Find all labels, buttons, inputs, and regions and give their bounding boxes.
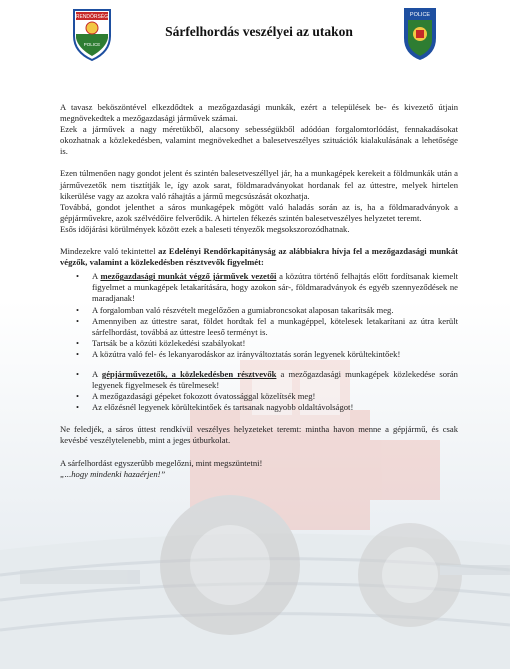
list-item: • A forgalomban való részvételt megelőzően a gumiabroncsokat alaposan takarítsák meg. <box>92 305 458 316</box>
paragraph: Ezek a járművek a nagy méretükből, alacsony sebességükből adódóan forgalomtorlódást, fennakadásokat okozhatnak a közlekedésben, valamint megnövekedhet a balesetveszélyes szituációk kialakulásának a lehetősége is. <box>60 124 458 157</box>
list-item: • Tartsák be a közúti közlekedési szabályokat! <box>92 338 458 349</box>
paragraph: A tavasz beköszöntével elkezdődtek a mezőgazdasági munkák, ezért a települések be- és kivezető útjain megnövekedtek a mezőgazdasági járművek számai. <box>60 102 458 124</box>
advice-list-road-users <box>60 369 458 413</box>
left-logo-top-text: RENDŐRSÉG <box>75 14 109 20</box>
paragraph: Ezen túlmenően nagy gondot jelent és szintén balesetveszéllyel jár, ha a munkagépek kerekeit a földmunkák után a járművezetők nem tisztítják le, így azok sarat, földmaradványokat hordanak fel az úttestre, melyek hirtelen kikerülése vagy az azokra való ráhajtás a jármű megcsúszását okozhatja. <box>60 168 458 201</box>
document-body <box>60 102 458 480</box>
advice-list-drivers-of-machinery <box>60 271 458 360</box>
closing-paragraph: Ne feledjék, a sáros úttest rendkívül veszélyes helyzeteket teremt: mintha havon menne a gépjármű, és csak kevésbé veszélytelenebb, mint a jeges útburkolat. <box>60 424 458 446</box>
emphasis: az Edelényi Rendőrkapitányság az alábbiakra hívja fel a mezőgazdasági munkát végzők, valamint a közlekedésben résztvevők figyelmét: <box>60 246 458 268</box>
signature-slogan: „...hogy mindenki hazaérjen!” <box>60 468 166 479</box>
document-header <box>0 0 510 70</box>
closing-paragraph: A sárfelhordást egyszerűbb megelőzni, mint megszüntetni! <box>60 457 263 468</box>
paragraph: Esős időjárási körülmények között ezek a baleseti tényezők megsokszorozódhatnak. <box>60 223 350 234</box>
list-item: • A mezőgazdasági gépeket fokozott óvatossággal közelítsék meg! <box>92 391 458 402</box>
list-item: • A közútra való fel- és lekanyarodáskor az irányváltoztatás során legyenek körültekintőek! <box>92 349 458 360</box>
paragraph: Mindezekre való tekintettel az Edelényi Rendőrkapitányság az alábbiakra hívja fel a mezőgazdasági munkát végzők, valamint a közlekedésben résztvevők figyelmét: <box>60 246 458 268</box>
police-shield-logo <box>70 4 114 62</box>
list-item: • Amennyiben az úttestre sarat, földet hordtak fel a munkagéppel, kötelesek letakarítani az útra került sárfelhordást, továbbá az úttestre leeső terményt is. <box>92 316 458 338</box>
list-item: • A mezőgazdasági munkát végző járművek vezetői a közútra történő felhajtás előtt fordítsanak kiemelt figyelmet a munkagépek letakarítására, hogy azokon sár-, földmaradványok és egyéb szennyeződések ne maradjanak! <box>92 271 458 304</box>
list-item: • Az előzésnél legyenek körültekintőek és tartsanak nagyobb oldaltávolságot! <box>92 402 458 413</box>
right-logo-text: POLICE <box>409 12 431 18</box>
left-logo-bottom-text: POLICE <box>83 42 101 47</box>
paragraph: Továbbá, gondot jelenthet a sáros munkagépek mögött való haladás során az is, ha a földmaradványok a gépjárművekre, azok szélvédőire felverődik. A hirtelen fékezés szintén balesetveszélyes helyzetet teremt. <box>60 201 458 223</box>
page-title: Sárfelhordás veszélyei az utakon <box>165 24 353 39</box>
police-crest-logo <box>402 4 438 62</box>
list-item: • A gépjárművezetők, a közlekedésben résztvevők a mezőgazdasági munkagépek közlekedése során legyenek figyelmesek és türelmesek! <box>92 369 458 391</box>
